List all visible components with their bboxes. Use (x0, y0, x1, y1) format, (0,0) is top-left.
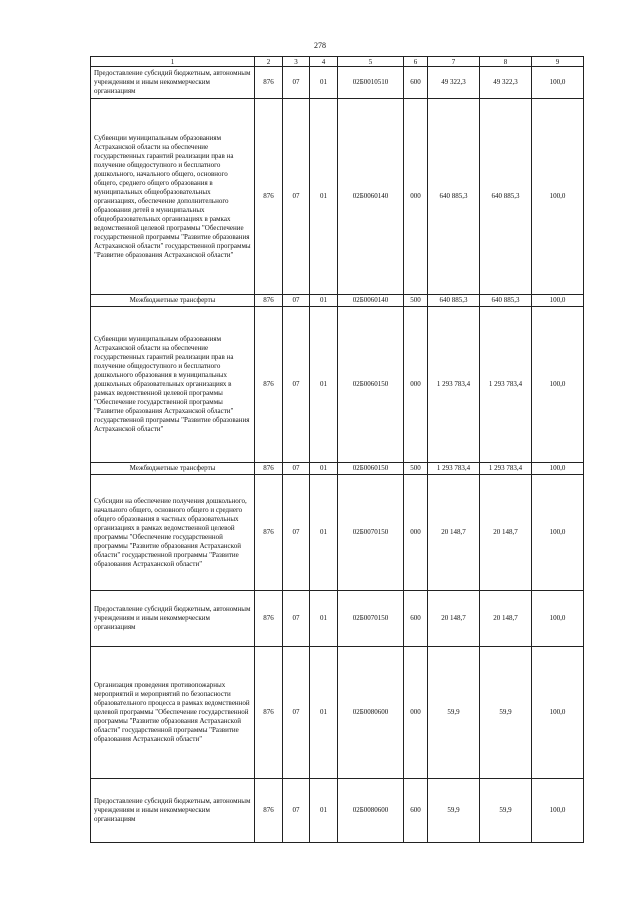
cell-section: 07 (283, 463, 310, 475)
table-row (91, 475, 584, 591)
header-row (91, 57, 584, 67)
row-name: Субвенции муниципальным образованиям Астраханской области на обеспечение государственных гарантий реализации прав на получение общедоступного и бесплатного дошкольного образования в муниципальных дошкольных образовательных организациях в рамках ведомственной целевой программы "Обеспечение государственной программы "Развитие образования Астраханской области" государственной программы "Развитие образования Астраханской области" (91, 307, 255, 463)
cell-code: 876 (255, 463, 283, 475)
col-header-9: 9 (532, 57, 584, 67)
cell-code: 876 (255, 475, 283, 591)
table-row (91, 295, 584, 307)
cell-percent: 100,0 (532, 295, 584, 307)
cell-subsection: 01 (310, 475, 338, 591)
col-header-8: 8 (480, 57, 532, 67)
cell-section: 07 (283, 307, 310, 463)
cell-plan: 59,9 (428, 779, 480, 843)
cell-actual: 1 293 783,4 (480, 463, 532, 475)
cell-section: 07 (283, 99, 310, 295)
cell-code: 876 (255, 99, 283, 295)
cell-plan: 59,9 (428, 647, 480, 779)
col-header-5: 5 (338, 57, 404, 67)
cell-type: 600 (404, 779, 428, 843)
cell-target: 02Б0010510 (338, 67, 404, 99)
table-row (91, 463, 584, 475)
cell-section: 07 (283, 591, 310, 647)
row-name: Межбюджетные трансферты (91, 463, 255, 475)
cell-target: 02Б0080600 (338, 779, 404, 843)
row-name: Субсидии на обеспечение получения дошкольного, начального общего, основного общего и среднего общего образования в частных образовательных организациях в рамках ведомственной целевой программы "Обеспечение государственной программы "Развитие образования Астраханской области" государственной программы "Развитие образования Астраханской области" (91, 475, 255, 591)
cell-section: 07 (283, 647, 310, 779)
cell-target: 02Б0070150 (338, 591, 404, 647)
cell-target: 02Б0080600 (338, 647, 404, 779)
cell-code: 876 (255, 591, 283, 647)
cell-plan: 49 322,3 (428, 67, 480, 99)
cell-code: 876 (255, 67, 283, 99)
cell-type: 000 (404, 99, 428, 295)
cell-code: 876 (255, 307, 283, 463)
col-header-2: 2 (255, 57, 283, 67)
cell-section: 07 (283, 779, 310, 843)
cell-subsection: 01 (310, 463, 338, 475)
cell-type: 500 (404, 295, 428, 307)
table-row (91, 591, 584, 647)
row-name: Организация проведения противопожарных мероприятий и мероприятий по безопасности образовательного процесса в рамках ведомственной целевой программы "Обеспечение государственной программы "Развитие образования Астраханской области" государственной программы "Развитие образования Астраханской области" (91, 647, 255, 779)
cell-target: 02Б0060140 (338, 99, 404, 295)
table-row (91, 779, 584, 843)
cell-actual: 20 148,7 (480, 475, 532, 591)
cell-percent: 100,0 (532, 99, 584, 295)
cell-type: 000 (404, 647, 428, 779)
cell-section: 07 (283, 295, 310, 307)
cell-percent: 100,0 (532, 463, 584, 475)
cell-plan: 20 148,7 (428, 591, 480, 647)
cell-percent: 100,0 (532, 647, 584, 779)
col-header-1: 1 (91, 57, 255, 67)
col-header-4: 4 (310, 57, 338, 67)
cell-type: 600 (404, 67, 428, 99)
col-header-7: 7 (428, 57, 480, 67)
row-name: Субвенции муниципальным образованиям Астраханской области на обеспечение государственных гарантий реализации прав на получение общедоступного и бесплатного дошкольного, начального общего, основного общего, среднего общего образования в муниципальных общеобразовательных организациях, обеспечение дополнительного образования детей в муниципальных общеобразовательных организациях в рамках ведомственной целевой программы "Обеспечение государственной программы "Развитие образования Астраханской области" государственной программы "Развитие образования Астраханской области" (91, 99, 255, 295)
cell-subsection: 01 (310, 67, 338, 99)
cell-subsection: 01 (310, 99, 338, 295)
cell-plan: 640 885,3 (428, 99, 480, 295)
cell-percent: 100,0 (532, 591, 584, 647)
cell-subsection: 01 (310, 591, 338, 647)
cell-target: 02Б0060150 (338, 307, 404, 463)
cell-section: 07 (283, 67, 310, 99)
cell-percent: 100,0 (532, 307, 584, 463)
cell-plan: 1 293 783,4 (428, 307, 480, 463)
page-number: 278 (314, 41, 326, 50)
cell-subsection: 01 (310, 295, 338, 307)
cell-type: 500 (404, 463, 428, 475)
cell-percent: 100,0 (532, 67, 584, 99)
cell-target: 02Б0060140 (338, 295, 404, 307)
cell-actual: 59,9 (480, 647, 532, 779)
cell-subsection: 01 (310, 647, 338, 779)
row-name: Предоставление субсидий бюджетным, автономным учреждениям и иным некоммерческим организациям (91, 591, 255, 647)
cell-plan: 20 148,7 (428, 475, 480, 591)
cell-type: 000 (404, 307, 428, 463)
cell-code: 876 (255, 647, 283, 779)
cell-actual: 1 293 783,4 (480, 307, 532, 463)
cell-code: 876 (255, 779, 283, 843)
row-name: Предоставление субсидий бюджетным, автономным учреждениям и иным некоммерческим организациям (91, 67, 255, 99)
cell-actual: 59,9 (480, 779, 532, 843)
cell-target: 02Б0070150 (338, 475, 404, 591)
cell-subsection: 01 (310, 779, 338, 843)
cell-type: 000 (404, 475, 428, 591)
cell-percent: 100,0 (532, 779, 584, 843)
cell-actual: 20 148,7 (480, 591, 532, 647)
cell-target: 02Б0060150 (338, 463, 404, 475)
cell-actual: 49 322,3 (480, 67, 532, 99)
row-name: Межбюджетные трансферты (91, 295, 255, 307)
cell-percent: 100,0 (532, 475, 584, 591)
cell-actual: 640 885,3 (480, 99, 532, 295)
table-row (91, 67, 584, 99)
cell-plan: 1 293 783,4 (428, 463, 480, 475)
cell-plan: 640 885,3 (428, 295, 480, 307)
cell-subsection: 01 (310, 307, 338, 463)
table-row (91, 307, 584, 463)
row-name: Предоставление субсидий бюджетным, автономным учреждениям и иным некоммерческим организациям (91, 779, 255, 843)
budget-table (90, 56, 584, 843)
cell-actual: 640 885,3 (480, 295, 532, 307)
table-row (91, 99, 584, 295)
cell-type: 600 (404, 591, 428, 647)
col-header-6: 6 (404, 57, 428, 67)
cell-section: 07 (283, 475, 310, 591)
table-row (91, 647, 584, 779)
col-header-3: 3 (283, 57, 310, 67)
cell-code: 876 (255, 295, 283, 307)
